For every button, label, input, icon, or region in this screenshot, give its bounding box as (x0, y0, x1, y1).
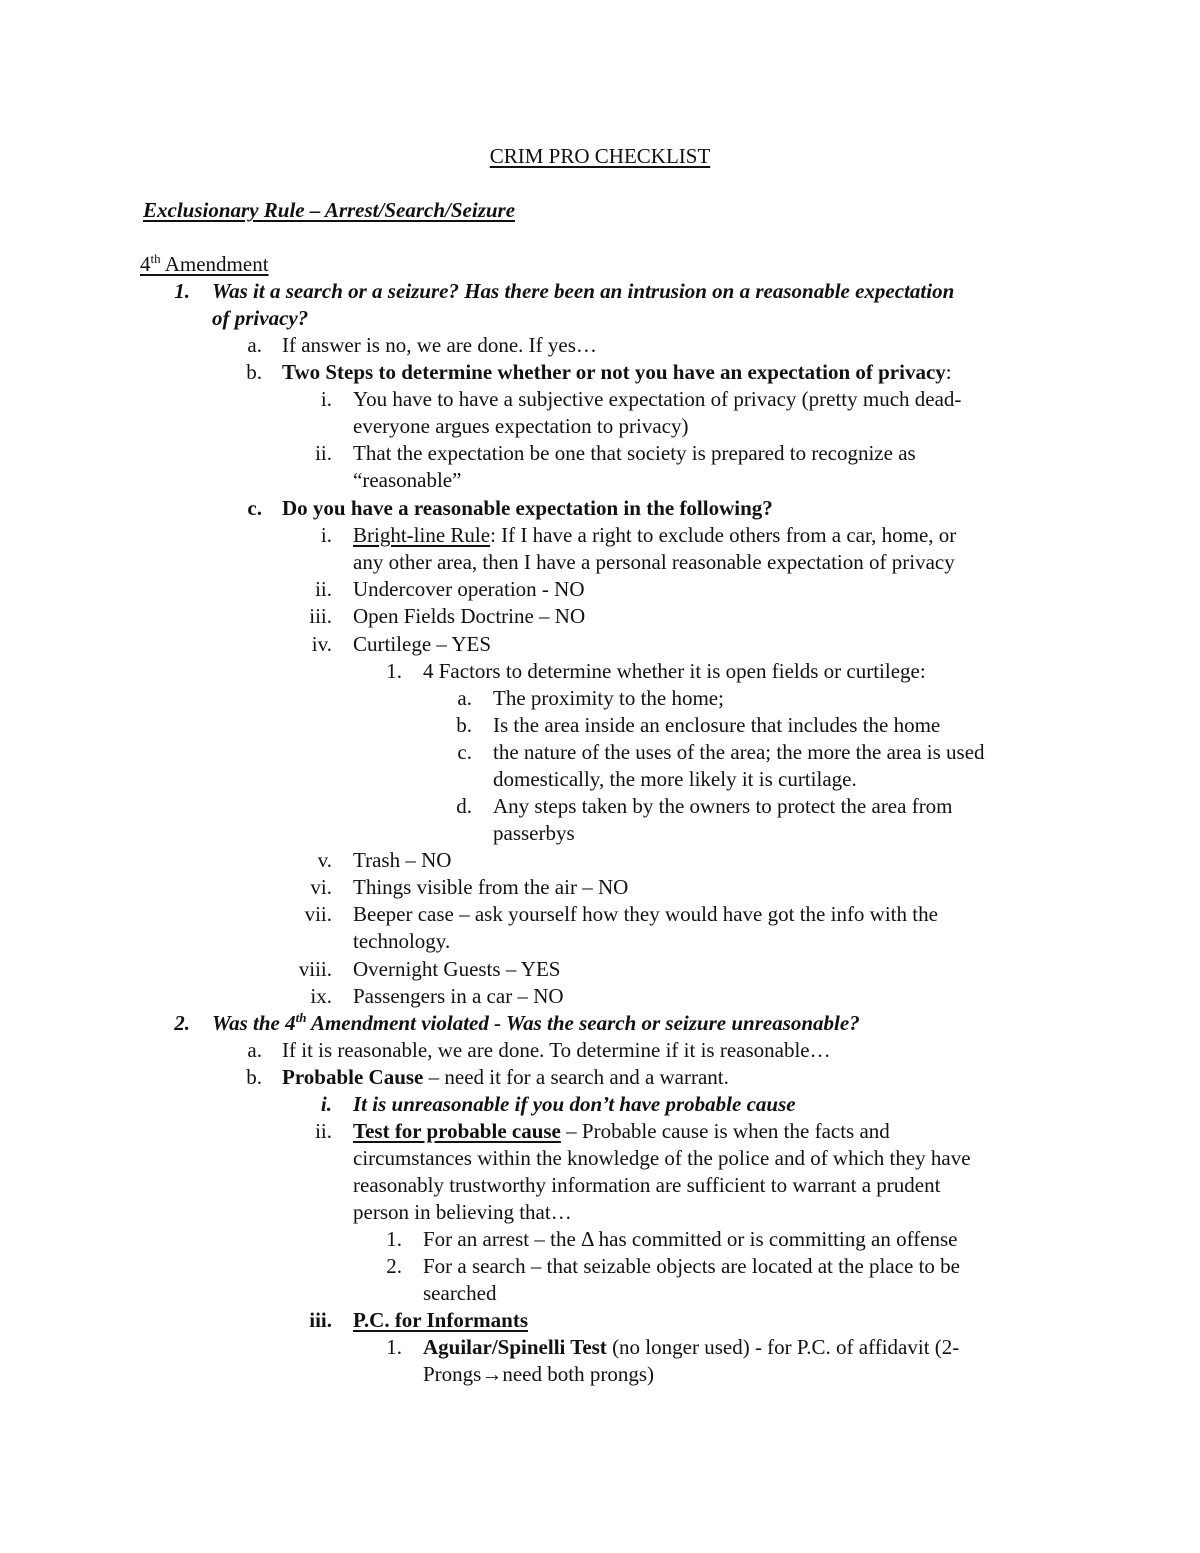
q1b-marker: b. (246, 360, 262, 384)
q1c-viii-marker: viii. (298, 957, 332, 981)
q2b-iii-text: P.C. for Informants (353, 1308, 529, 1332)
q1c-text: Do you have a reasonable expectation in the following? (282, 496, 773, 520)
q1c-iii-marker: iii. (309, 604, 332, 628)
factor-c-line2: domestically, the more likely it is curtilage. (493, 767, 857, 791)
q2b-iii-1-line1: Aguilar/Spinelli Test (no longer used) - for P.C. of affidavit (2- (423, 1335, 960, 1359)
q1b-i-marker: i. (320, 387, 332, 411)
factor-d-line2: passerbys (493, 821, 575, 845)
factor-a-text: The proximity to the home; (493, 686, 724, 710)
section-heading: Exclusionary Rule – Arrest/Search/Seizure (143, 198, 516, 222)
q1a-marker: a. (247, 333, 262, 357)
q1c-i-marker: i. (320, 523, 332, 547)
q1a-text: If answer is no, we are done. If yes… (282, 333, 597, 357)
q1b-i-line2: everyone argues expectation to privacy) (353, 414, 689, 438)
q1b-ii-line2: “reasonable” (353, 468, 462, 492)
q1c-ii-text: Undercover operation - NO (353, 577, 585, 601)
q2b-ii-line4: person in believing that… (353, 1200, 572, 1224)
q1b-i-line1: You have to have a subjective expectation of privacy (pretty much dead- (353, 387, 962, 411)
q1c-vi-marker: vi. (310, 875, 332, 899)
q1c-vi-text: Things visible from the air – NO (353, 875, 629, 899)
q1c-vii-line2: technology. (353, 929, 451, 953)
q1c-vii-marker: vii. (304, 902, 332, 926)
factor-b-marker: b. (456, 713, 472, 737)
q1c-iv-1-text: 4 Factors to determine whether it is open fields or curtilege: (423, 659, 926, 683)
factor-c-line1: the nature of the uses of the area; the more the area is used (493, 740, 985, 764)
q2b-ii-1-text: For an arrest – the Δ has committed or is committing an offense (423, 1227, 958, 1251)
q2b-text: Probable Cause – need it for a search and a warrant. (282, 1065, 729, 1089)
q1c-i-line1: Bright-line Rule: If I have a right to exclude others from a car, home, or (353, 523, 957, 547)
q1-line2: of privacy? (212, 306, 309, 330)
q1b-ii-marker: ii. (315, 441, 332, 465)
factor-c-marker: c. (457, 740, 472, 764)
q1c-ix-text: Passengers in a car – NO (353, 984, 564, 1008)
q2b-ii-line2: circumstances within the knowledge of the police and of which they have (353, 1146, 971, 1170)
q2b-marker: b. (246, 1065, 262, 1089)
q2-marker: 2. (174, 1011, 190, 1035)
q1-line1: Was it a search or a seizure? Has there been an intrusion on a reasonable expectation (212, 279, 955, 303)
q2b-iii-marker: iii. (309, 1308, 332, 1332)
q1c-v-text: Trash – NO (353, 848, 452, 872)
q1c-iv-1-marker: 1. (386, 659, 402, 683)
q2b-ii-1-marker: 1. (386, 1227, 402, 1251)
q1c-ix-marker: ix. (310, 984, 332, 1008)
q2b-iii-1-line2: Prongs→need both prongs) (423, 1362, 654, 1386)
q1c-iv-marker: iv. (311, 632, 332, 656)
q2-text: Was the 4th Amendment violated - Was the search or seizure unreasonable? (212, 1010, 860, 1035)
q1b-ii-line1: That the expectation be one that society is prepared to recognize as (353, 441, 916, 465)
q1c-iv-text: Curtilege – YES (353, 632, 492, 656)
q2b-ii-line3: reasonably trustworthy information are sufficient to warrant a prudent (353, 1173, 941, 1197)
q1-marker: 1. (174, 279, 190, 303)
q1c-ii-marker: ii. (315, 577, 332, 601)
q2b-ii-2-line1: For a search – that seizable objects are located at the place to be (423, 1254, 960, 1278)
q2b-ii-2-line2: searched (423, 1281, 497, 1305)
q2b-ii-line1: Test for probable cause – Probable cause is when the facts and (353, 1119, 890, 1143)
q1b-text: Two Steps to determine whether or not you have an expectation of privacy: (282, 360, 952, 384)
q1c-i-line2: any other area, then I have a personal reasonable expectation of privacy (353, 550, 955, 574)
q1c-marker: c. (247, 496, 262, 520)
q1c-viii-text: Overnight Guests – YES (353, 957, 561, 981)
factor-a-marker: a. (457, 686, 472, 710)
q2b-i-text: It is unreasonable if you don’t have probable cause (353, 1092, 796, 1116)
q2a-text: If it is reasonable, we are done. To determine if it is reasonable… (282, 1038, 831, 1062)
factor-d-marker: d. (456, 794, 472, 818)
q2b-ii-marker: ii. (315, 1119, 332, 1143)
q2a-marker: a. (247, 1038, 262, 1062)
q2b-iii-1-marker: 1. (386, 1335, 402, 1359)
factor-b-text: Is the area inside an enclosure that includes the home (493, 713, 941, 737)
q1c-iii-text: Open Fields Doctrine – NO (353, 604, 586, 628)
amendment-heading: 4th Amendment (140, 251, 269, 276)
q1c-vii-line1: Beeper case – ask yourself how they would have got the info with the (353, 902, 938, 926)
q2b-ii-2-marker: 2. (386, 1254, 402, 1278)
q1c-v-marker: v. (317, 848, 332, 872)
factor-d-line1: Any steps taken by the owners to protect the area from (493, 794, 953, 818)
q2b-i-marker: i. (320, 1092, 332, 1116)
page-title: CRIM PRO CHECKLIST (489, 144, 711, 168)
